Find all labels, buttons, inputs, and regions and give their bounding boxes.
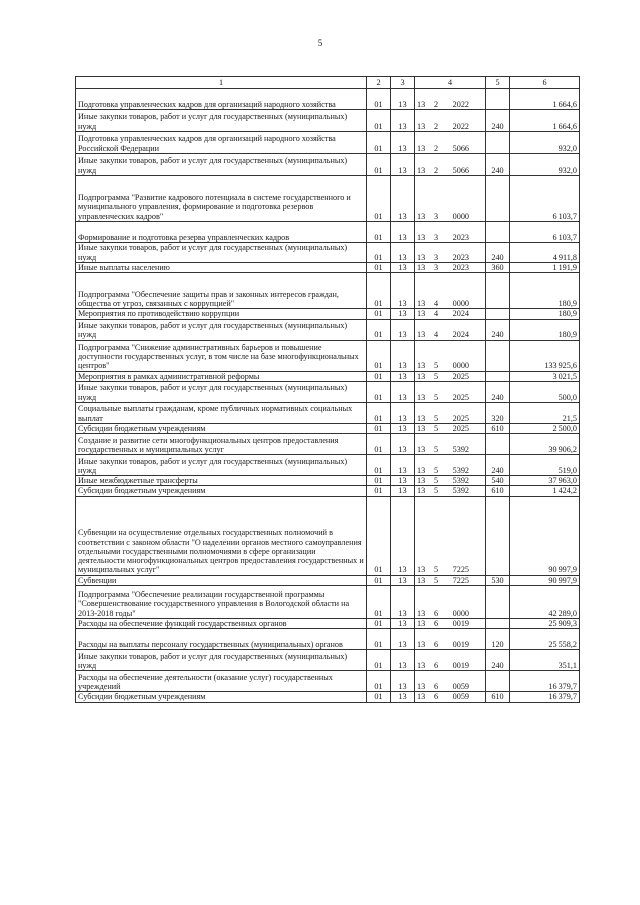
code-part-direction: 0019: [452, 640, 469, 650]
row-amount: 90 997,9: [510, 575, 580, 585]
row-target-code: [415, 423, 486, 433]
row-amount: 1 664,6: [510, 89, 580, 110]
code-part-direction: 2022: [452, 99, 469, 109]
row-subsection: 13: [391, 243, 415, 263]
table-row: [76, 619, 580, 629]
table-row: [76, 575, 580, 585]
row-expense-type: 240: [486, 243, 510, 263]
table-row: [76, 434, 580, 455]
table-row: [76, 110, 580, 132]
row-subsection: 13: [391, 132, 415, 154]
budget-table: [75, 76, 580, 703]
row-subsection: 13: [391, 273, 415, 309]
table-row: [76, 309, 580, 319]
code-part-program: 13: [417, 608, 426, 618]
row-section: 01: [367, 629, 391, 650]
code-part-program: 13: [417, 661, 426, 671]
row-subsection: 13: [391, 650, 415, 671]
row-name: Субсидии бюджетным учреждениям: [76, 423, 367, 433]
row-name: Субвенции: [76, 575, 367, 585]
row-amount: 39 906,2: [510, 434, 580, 455]
row-name: Расходы на выплаты персоналу государственных (муниципальных) органов: [76, 629, 367, 650]
row-subsection: 13: [391, 319, 415, 340]
row-expense-type: 120: [486, 629, 510, 650]
code-part-subprogram: 6: [433, 692, 439, 702]
code-part-subprogram: 5: [433, 575, 439, 585]
code-part-program: 13: [417, 465, 426, 475]
code-part-subprogram: 5: [433, 361, 439, 371]
row-subsection: 13: [391, 692, 415, 702]
table-row: [76, 423, 580, 433]
row-amount: 133 925,6: [510, 340, 580, 371]
code-part-direction: 0000: [452, 361, 469, 371]
row-target-code: [415, 455, 486, 476]
table-row: [76, 319, 580, 340]
row-section: 01: [367, 371, 391, 381]
code-part-program: 13: [417, 371, 426, 381]
row-target-code: [415, 671, 486, 692]
row-expense-type: 240: [486, 110, 510, 132]
code-part-direction: 2023: [452, 263, 469, 272]
page-number: 5: [317, 38, 323, 48]
row-name: Подпрограмма "Развитие кадрового потенциала в системе государственного и муниципального управления, формирование и подготовка резервов управленческих кадров": [76, 176, 367, 222]
row-target-code: [415, 381, 486, 402]
row-section: 01: [367, 309, 391, 319]
code-part-subprogram: 3: [433, 252, 439, 262]
row-amount: 2 500,0: [510, 423, 580, 433]
row-target-code: [415, 496, 486, 575]
row-name: Мероприятия в рамках административной реформы: [76, 371, 367, 381]
row-expense-type: [486, 340, 510, 371]
table-row: [76, 476, 580, 486]
row-subsection: 13: [391, 176, 415, 222]
code-part-subprogram: 6: [433, 661, 439, 671]
row-name: Создание и развитие сети многофункциональных центров предоставления государственных и муниципальных услуг: [76, 434, 367, 455]
row-target-code: [415, 434, 486, 455]
table-row: [76, 586, 580, 619]
row-target-code: [415, 476, 486, 486]
code-part-program: 13: [417, 423, 426, 433]
table-row: [76, 381, 580, 402]
row-section: 01: [367, 176, 391, 222]
row-name: Подпрограмма "Обеспечение защиты прав и законных интересов граждан, общества от угроз, связанных с коррупцией": [76, 273, 367, 309]
row-section: 01: [367, 476, 391, 486]
row-name: Подпрограмма "Обеспечение реализации государственной программы "Совершенствование государственного управления в Вологодской области на 2013-2018 годы": [76, 586, 367, 619]
row-section: 01: [367, 650, 391, 671]
row-name: Иные закупки товаров, работ и услуг для государственных (муниципальных) нужд: [76, 650, 367, 671]
code-part-subprogram: 5: [433, 465, 439, 475]
code-part-direction: 0000: [452, 608, 469, 618]
row-amount: 21,5: [510, 402, 580, 423]
code-part-direction: 2023: [452, 232, 469, 242]
code-part-program: 13: [417, 619, 426, 629]
row-expense-type: 320: [486, 402, 510, 423]
code-part-subprogram: 5: [433, 486, 439, 496]
row-section: 01: [367, 692, 391, 702]
row-subsection: 13: [391, 619, 415, 629]
code-part-program: 13: [417, 252, 426, 262]
row-amount: 351,1: [510, 650, 580, 671]
row-name: Формирование и подготовка резерва управленческих кадров: [76, 222, 367, 243]
row-subsection: 13: [391, 371, 415, 381]
row-expense-type: [486, 222, 510, 243]
code-part-subprogram: 4: [433, 309, 439, 319]
row-section: 01: [367, 423, 391, 433]
row-name: Иные закупки товаров, работ и услуг для государственных (муниципальных) нужд: [76, 381, 367, 402]
row-subsection: 13: [391, 89, 415, 110]
code-part-subprogram: 5: [433, 371, 439, 381]
code-part-program: 13: [417, 444, 426, 454]
row-name: Субсидии бюджетным учреждениям: [76, 692, 367, 702]
table-row: [76, 371, 580, 381]
code-part-direction: 5392: [452, 476, 469, 486]
row-target-code: [415, 619, 486, 629]
row-subsection: 13: [391, 586, 415, 619]
row-target-code: [415, 319, 486, 340]
table-row: [76, 692, 580, 702]
row-name: Иные межбюджетные трансферты: [76, 476, 367, 486]
row-expense-type: 540: [486, 476, 510, 486]
row-name: Расходы на обеспечение функций государственных органов: [76, 619, 367, 629]
table-row: [76, 176, 580, 222]
row-subsection: 13: [391, 309, 415, 319]
code-part-direction: 0019: [452, 661, 469, 671]
row-name: Подготовка управленческих кадров для организаций народного хозяйства Российской Федерации: [76, 132, 367, 154]
code-part-direction: 2025: [452, 371, 469, 381]
row-section: 01: [367, 273, 391, 309]
table-header-row: [76, 77, 580, 89]
row-name: Субсидии бюджетным учреждениям: [76, 486, 367, 496]
row-subsection: 13: [391, 575, 415, 585]
row-expense-type: [486, 371, 510, 381]
code-part-program: 13: [417, 361, 426, 371]
code-part-program: 13: [417, 413, 426, 423]
row-name: Мероприятия по противодействию коррупции: [76, 309, 367, 319]
row-target-code: [415, 243, 486, 263]
table-row: [76, 671, 580, 692]
row-target-code: [415, 132, 486, 154]
row-subsection: 13: [391, 222, 415, 243]
row-target-code: [415, 89, 486, 110]
row-subsection: 13: [391, 486, 415, 496]
row-expense-type: 240: [486, 154, 510, 176]
row-section: 01: [367, 402, 391, 423]
row-target-code: [415, 650, 486, 671]
row-amount: 3 021,5: [510, 371, 580, 381]
row-subsection: 13: [391, 110, 415, 132]
row-subsection: 13: [391, 434, 415, 455]
row-amount: 1 191,9: [510, 263, 580, 273]
row-section: 01: [367, 340, 391, 371]
row-target-code: [415, 486, 486, 496]
table-row: [76, 132, 580, 154]
row-expense-type: 610: [486, 423, 510, 433]
row-amount: 1 424,2: [510, 486, 580, 496]
code-part-program: 13: [417, 309, 426, 319]
row-section: 01: [367, 319, 391, 340]
row-target-code: [415, 692, 486, 702]
row-expense-type: [486, 89, 510, 110]
code-part-subprogram: 6: [433, 619, 439, 629]
row-target-code: [415, 575, 486, 585]
row-subsection: 13: [391, 340, 415, 371]
code-part-subprogram: 5: [433, 565, 439, 575]
row-amount: 519,0: [510, 455, 580, 476]
row-target-code: [415, 263, 486, 273]
code-part-direction: 5392: [452, 486, 469, 496]
row-expense-type: [486, 273, 510, 309]
table-row: [76, 455, 580, 476]
row-amount: 37 963,0: [510, 476, 580, 486]
code-part-program: 13: [417, 121, 426, 131]
table-row: [76, 340, 580, 371]
row-section: 01: [367, 132, 391, 154]
row-subsection: 13: [391, 423, 415, 433]
row-amount: 16 379,7: [510, 692, 580, 702]
row-amount: 25 558,2: [510, 629, 580, 650]
code-part-subprogram: 2: [433, 99, 439, 109]
code-part-program: 13: [417, 682, 426, 692]
code-part-program: 13: [417, 476, 426, 486]
row-expense-type: 240: [486, 319, 510, 340]
row-name: Иные выплаты населению: [76, 263, 367, 273]
row-section: 01: [367, 486, 391, 496]
code-part-direction: 2024: [452, 330, 469, 340]
row-subsection: 13: [391, 496, 415, 575]
row-section: 01: [367, 671, 391, 692]
code-part-program: 13: [417, 99, 426, 109]
header-col-6: 6: [510, 77, 580, 89]
table-row: [76, 154, 580, 176]
row-subsection: 13: [391, 629, 415, 650]
row-amount: 180,9: [510, 309, 580, 319]
code-part-direction: 0019: [452, 619, 469, 629]
row-expense-type: 240: [486, 455, 510, 476]
table-row: [76, 89, 580, 110]
table-row: [76, 263, 580, 273]
code-part-subprogram: 5: [433, 423, 439, 433]
row-expense-type: 610: [486, 692, 510, 702]
row-expense-type: [486, 496, 510, 575]
row-amount: 90 997,9: [510, 496, 580, 575]
code-part-direction: 2025: [452, 413, 469, 423]
row-name: Иные закупки товаров, работ и услуг для государственных (муниципальных) нужд: [76, 455, 367, 476]
row-section: 01: [367, 619, 391, 629]
row-subsection: 13: [391, 154, 415, 176]
row-target-code: [415, 176, 486, 222]
row-amount: 6 103,7: [510, 222, 580, 243]
code-part-subprogram: 4: [433, 330, 439, 340]
row-section: 01: [367, 381, 391, 402]
row-target-code: [415, 371, 486, 381]
row-amount: 1 664,6: [510, 110, 580, 132]
row-subsection: 13: [391, 402, 415, 423]
row-expense-type: 530: [486, 575, 510, 585]
table-row: [76, 222, 580, 243]
row-name: Подпрограмма "Снижение административных барьеров и повышение доступности государственных услуг, в том числе на базе многофункциональных центров": [76, 340, 367, 371]
table-body: [76, 89, 580, 703]
row-target-code: [415, 154, 486, 176]
code-part-subprogram: 5: [433, 392, 439, 402]
row-target-code: [415, 309, 486, 319]
row-section: 01: [367, 586, 391, 619]
row-section: 01: [367, 575, 391, 585]
code-part-direction: 0059: [452, 682, 469, 692]
row-expense-type: 360: [486, 263, 510, 273]
row-section: 01: [367, 154, 391, 176]
row-target-code: [415, 340, 486, 371]
code-part-program: 13: [417, 211, 426, 221]
code-part-direction: 5392: [452, 444, 469, 454]
row-section: 01: [367, 110, 391, 132]
row-amount: 25 909,3: [510, 619, 580, 629]
code-part-program: 13: [417, 392, 426, 402]
code-part-direction: 2022: [452, 121, 469, 131]
row-amount: 932,0: [510, 154, 580, 176]
code-part-program: 13: [417, 692, 426, 702]
row-target-code: [415, 110, 486, 132]
code-part-program: 13: [417, 232, 426, 242]
code-part-direction: 0000: [452, 299, 469, 308]
table-row: [76, 402, 580, 423]
row-amount: 500,0: [510, 381, 580, 402]
code-part-program: 13: [417, 299, 426, 308]
header-col-4: 4: [415, 77, 486, 89]
code-part-subprogram: 3: [433, 232, 439, 242]
row-target-code: [415, 273, 486, 309]
code-part-program: 13: [417, 565, 426, 575]
code-part-direction: 2025: [452, 392, 469, 402]
table-row: [76, 486, 580, 496]
row-section: 01: [367, 263, 391, 273]
code-part-direction: 2023: [452, 252, 469, 262]
row-amount: 4 911,8: [510, 243, 580, 263]
row-amount: 16 379,7: [510, 671, 580, 692]
row-name: Иные закупки товаров, работ и услуг для государственных (муниципальных) нужд: [76, 319, 367, 340]
header-col-2: 2: [367, 77, 391, 89]
code-part-program: 13: [417, 575, 426, 585]
row-name: Иные закупки товаров, работ и услуг для государственных (муниципальных) нужд: [76, 243, 367, 263]
header-col-3: 3: [391, 77, 415, 89]
code-part-direction: 5066: [452, 165, 469, 175]
row-subsection: 13: [391, 381, 415, 402]
row-amount: 180,9: [510, 319, 580, 340]
code-part-program: 13: [417, 165, 426, 175]
code-part-subprogram: 6: [433, 608, 439, 618]
row-expense-type: [486, 434, 510, 455]
table-row: [76, 650, 580, 671]
code-part-subprogram: 5: [433, 413, 439, 423]
row-section: 01: [367, 455, 391, 476]
code-part-subprogram: 3: [433, 211, 439, 221]
code-part-direction: 5392: [452, 465, 469, 475]
row-section: 01: [367, 222, 391, 243]
code-part-direction: 0059: [452, 692, 469, 702]
row-subsection: 13: [391, 263, 415, 273]
row-section: 01: [367, 496, 391, 575]
header-col-1: 1: [76, 77, 367, 89]
row-expense-type: [486, 671, 510, 692]
row-target-code: [415, 629, 486, 650]
row-subsection: 13: [391, 476, 415, 486]
code-part-program: 13: [417, 330, 426, 340]
table-row: [76, 273, 580, 309]
code-part-program: 13: [417, 143, 426, 153]
row-expense-type: [486, 309, 510, 319]
row-section: 01: [367, 243, 391, 263]
code-part-subprogram: 6: [433, 682, 439, 692]
code-part-subprogram: 2: [433, 143, 439, 153]
row-subsection: 13: [391, 671, 415, 692]
code-part-direction: 2024: [452, 309, 469, 319]
row-name: Субвенции на осуществление отдельных государственных полномочий в соответствии с законом области "О наделении органов местного самоуправления отдельными государственными полномочиями в сфере организации деятельности многофункциональных центров предоставления государственных и муниципальных услуг": [76, 496, 367, 575]
table-row: [76, 243, 580, 263]
row-target-code: [415, 402, 486, 423]
row-amount: 180,9: [510, 273, 580, 309]
code-part-program: 13: [417, 640, 426, 650]
row-expense-type: [486, 586, 510, 619]
code-part-subprogram: 4: [433, 299, 439, 308]
row-expense-type: 240: [486, 381, 510, 402]
row-name: Социальные выплаты гражданам, кроме публичных нормативных социальных выплат: [76, 402, 367, 423]
table-row: [76, 496, 580, 575]
row-section: 01: [367, 89, 391, 110]
row-amount: 6 103,7: [510, 176, 580, 222]
header-col-5: 5: [486, 77, 510, 89]
row-name: Иные закупки товаров, работ и услуг для государственных (муниципальных) нужд: [76, 154, 367, 176]
row-amount: 932,0: [510, 132, 580, 154]
row-subsection: 13: [391, 455, 415, 476]
row-amount: 42 289,0: [510, 586, 580, 619]
row-expense-type: [486, 132, 510, 154]
code-part-direction: 2025: [452, 423, 469, 433]
code-part-subprogram: 5: [433, 444, 439, 454]
row-name: Иные закупки товаров, работ и услуг для государственных (муниципальных) нужд: [76, 110, 367, 132]
code-part-direction: 7225: [452, 575, 469, 585]
code-part-subprogram: 2: [433, 165, 439, 175]
code-part-direction: 5066: [452, 143, 469, 153]
row-name: Подготовка управленческих кадров для организаций народного хозяйства: [76, 89, 367, 110]
row-name: Расходы на обеспечение деятельности (оказание услуг) государственных учреждений: [76, 671, 367, 692]
row-target-code: [415, 222, 486, 243]
table-row: [76, 629, 580, 650]
row-target-code: [415, 586, 486, 619]
code-part-program: 13: [417, 486, 426, 496]
code-part-direction: 0000: [452, 211, 469, 221]
row-expense-type: [486, 176, 510, 222]
row-expense-type: 240: [486, 650, 510, 671]
code-part-program: 13: [417, 263, 426, 272]
row-expense-type: [486, 619, 510, 629]
code-part-subprogram: 3: [433, 263, 439, 272]
row-expense-type: 610: [486, 486, 510, 496]
code-part-subprogram: 5: [433, 476, 439, 486]
code-part-subprogram: 2: [433, 121, 439, 131]
code-part-direction: 7225: [452, 565, 469, 575]
row-section: 01: [367, 434, 391, 455]
code-part-subprogram: 6: [433, 640, 439, 650]
